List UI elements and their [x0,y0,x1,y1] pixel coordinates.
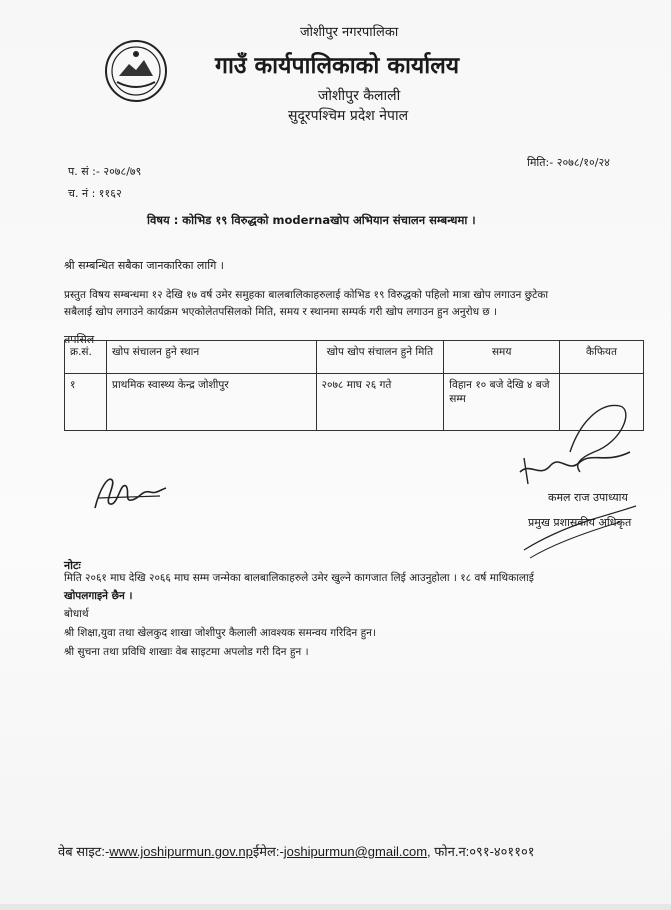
email-label: ईमेल:- [252,844,284,859]
col-remarks: कैफियत [560,341,644,374]
official-stamp-icon [520,500,640,560]
cell-date: २०७८ माघ २६ गते [316,374,444,431]
table-header-row [65,341,644,374]
web-label: वेब साइट:- [58,844,110,859]
body-line-1: प्रस्तुत विषय सम्बन्धमा १२ देखि १७ वर्ष उमेर समुहका बालबालिकाहरुलाई कोभिड १९ विरुद्धको पहिलो मात्रा खोप लगाउन छुटेका [64,289,549,301]
cc-item: श्री सुचना तथा प्रविधि शाखाः वेब साइटमा अपलोड गरी दिन हुन । [64,646,309,658]
office-title: गाउँ कार्यपालिकाको कार्यालय [215,53,460,79]
header-municipality-small: जोशीपुर नगरपालिका [300,25,399,40]
left-signature-icon [90,468,170,518]
col-location: खोप संचालन हुने स्थान [106,341,316,374]
col-time: समय [444,341,560,374]
col-date: खोप खोप संचालन हुने मिति [316,341,444,374]
letter-number: प. सं :- २०७८/७९ [68,165,142,178]
signatory-name: कमल राज उपाध्याय [548,491,628,504]
note-heading: नोटः [64,559,81,572]
cc-item: श्री शिक्षा,युवा तथा खेलकुद शाखा जोशीपुर कैलाली आवश्यक समन्वय गरिदिन हुन। [64,627,376,639]
letter-date: मिति:- २०७८/१०/२४ [527,156,610,169]
email-link[interactable]: joshipurmun@gmail.com [283,844,428,859]
website-link[interactable]: www.joshipurmun.gov.np [109,844,253,859]
cell-location: प्राथमिक स्वास्थ्य केन्द्र जोशीपुर [106,374,316,431]
signatory-title: प्रमुख प्रशासकीय अधिकृत [528,516,632,529]
col-serial: क्र.सं. [65,341,107,374]
cell-time: विहान १० बजे देखि ४ बजे सम्म [444,374,560,431]
header-province: सुदूरपश्चिम प्रदेश नेपाल [288,108,409,124]
bottom-edge [0,904,671,910]
table-caption: तपसिल [64,333,95,346]
body-line-2: सबैलाई खोप लगाउने कार्यक्रम भएकोलेतपसिलको मिति, समय र स्थानमा सम्पर्क गरी खोप लगाउन हुन अनुरोध छ । [64,306,498,318]
footer-contact [58,842,534,860]
salutation: श्री सम्बन्धित सबैका जानकारिका लागि । [64,259,224,272]
note-line-1: मिति २०६१ माघ देखि २०६६ माघ सम्म जन्मेका बालबालिकाहरुले उमेर खुल्ने कागजात लिई आउनुहोला । १८ वर्ष माथिकालाई [64,572,534,584]
cell-serial: १ [65,374,107,431]
cc-heading: बोधार्थ [64,608,89,620]
header-city: जोशीपुर कैलाली [318,88,401,104]
phone-text: , फोन.न:०९१-४०११०१ [427,844,535,859]
government-emblem-icon [103,38,169,104]
officer-signature-icon [510,392,640,492]
dispatch-number: च. नं : ११६२ [68,187,122,200]
note-line-2: खोपलगाइने छैन । [64,590,133,602]
letter-subject: विषय : कोभिड १९ विरुद्धको modernaखोप अभियान संचालन सम्बन्धमा । [147,213,476,227]
